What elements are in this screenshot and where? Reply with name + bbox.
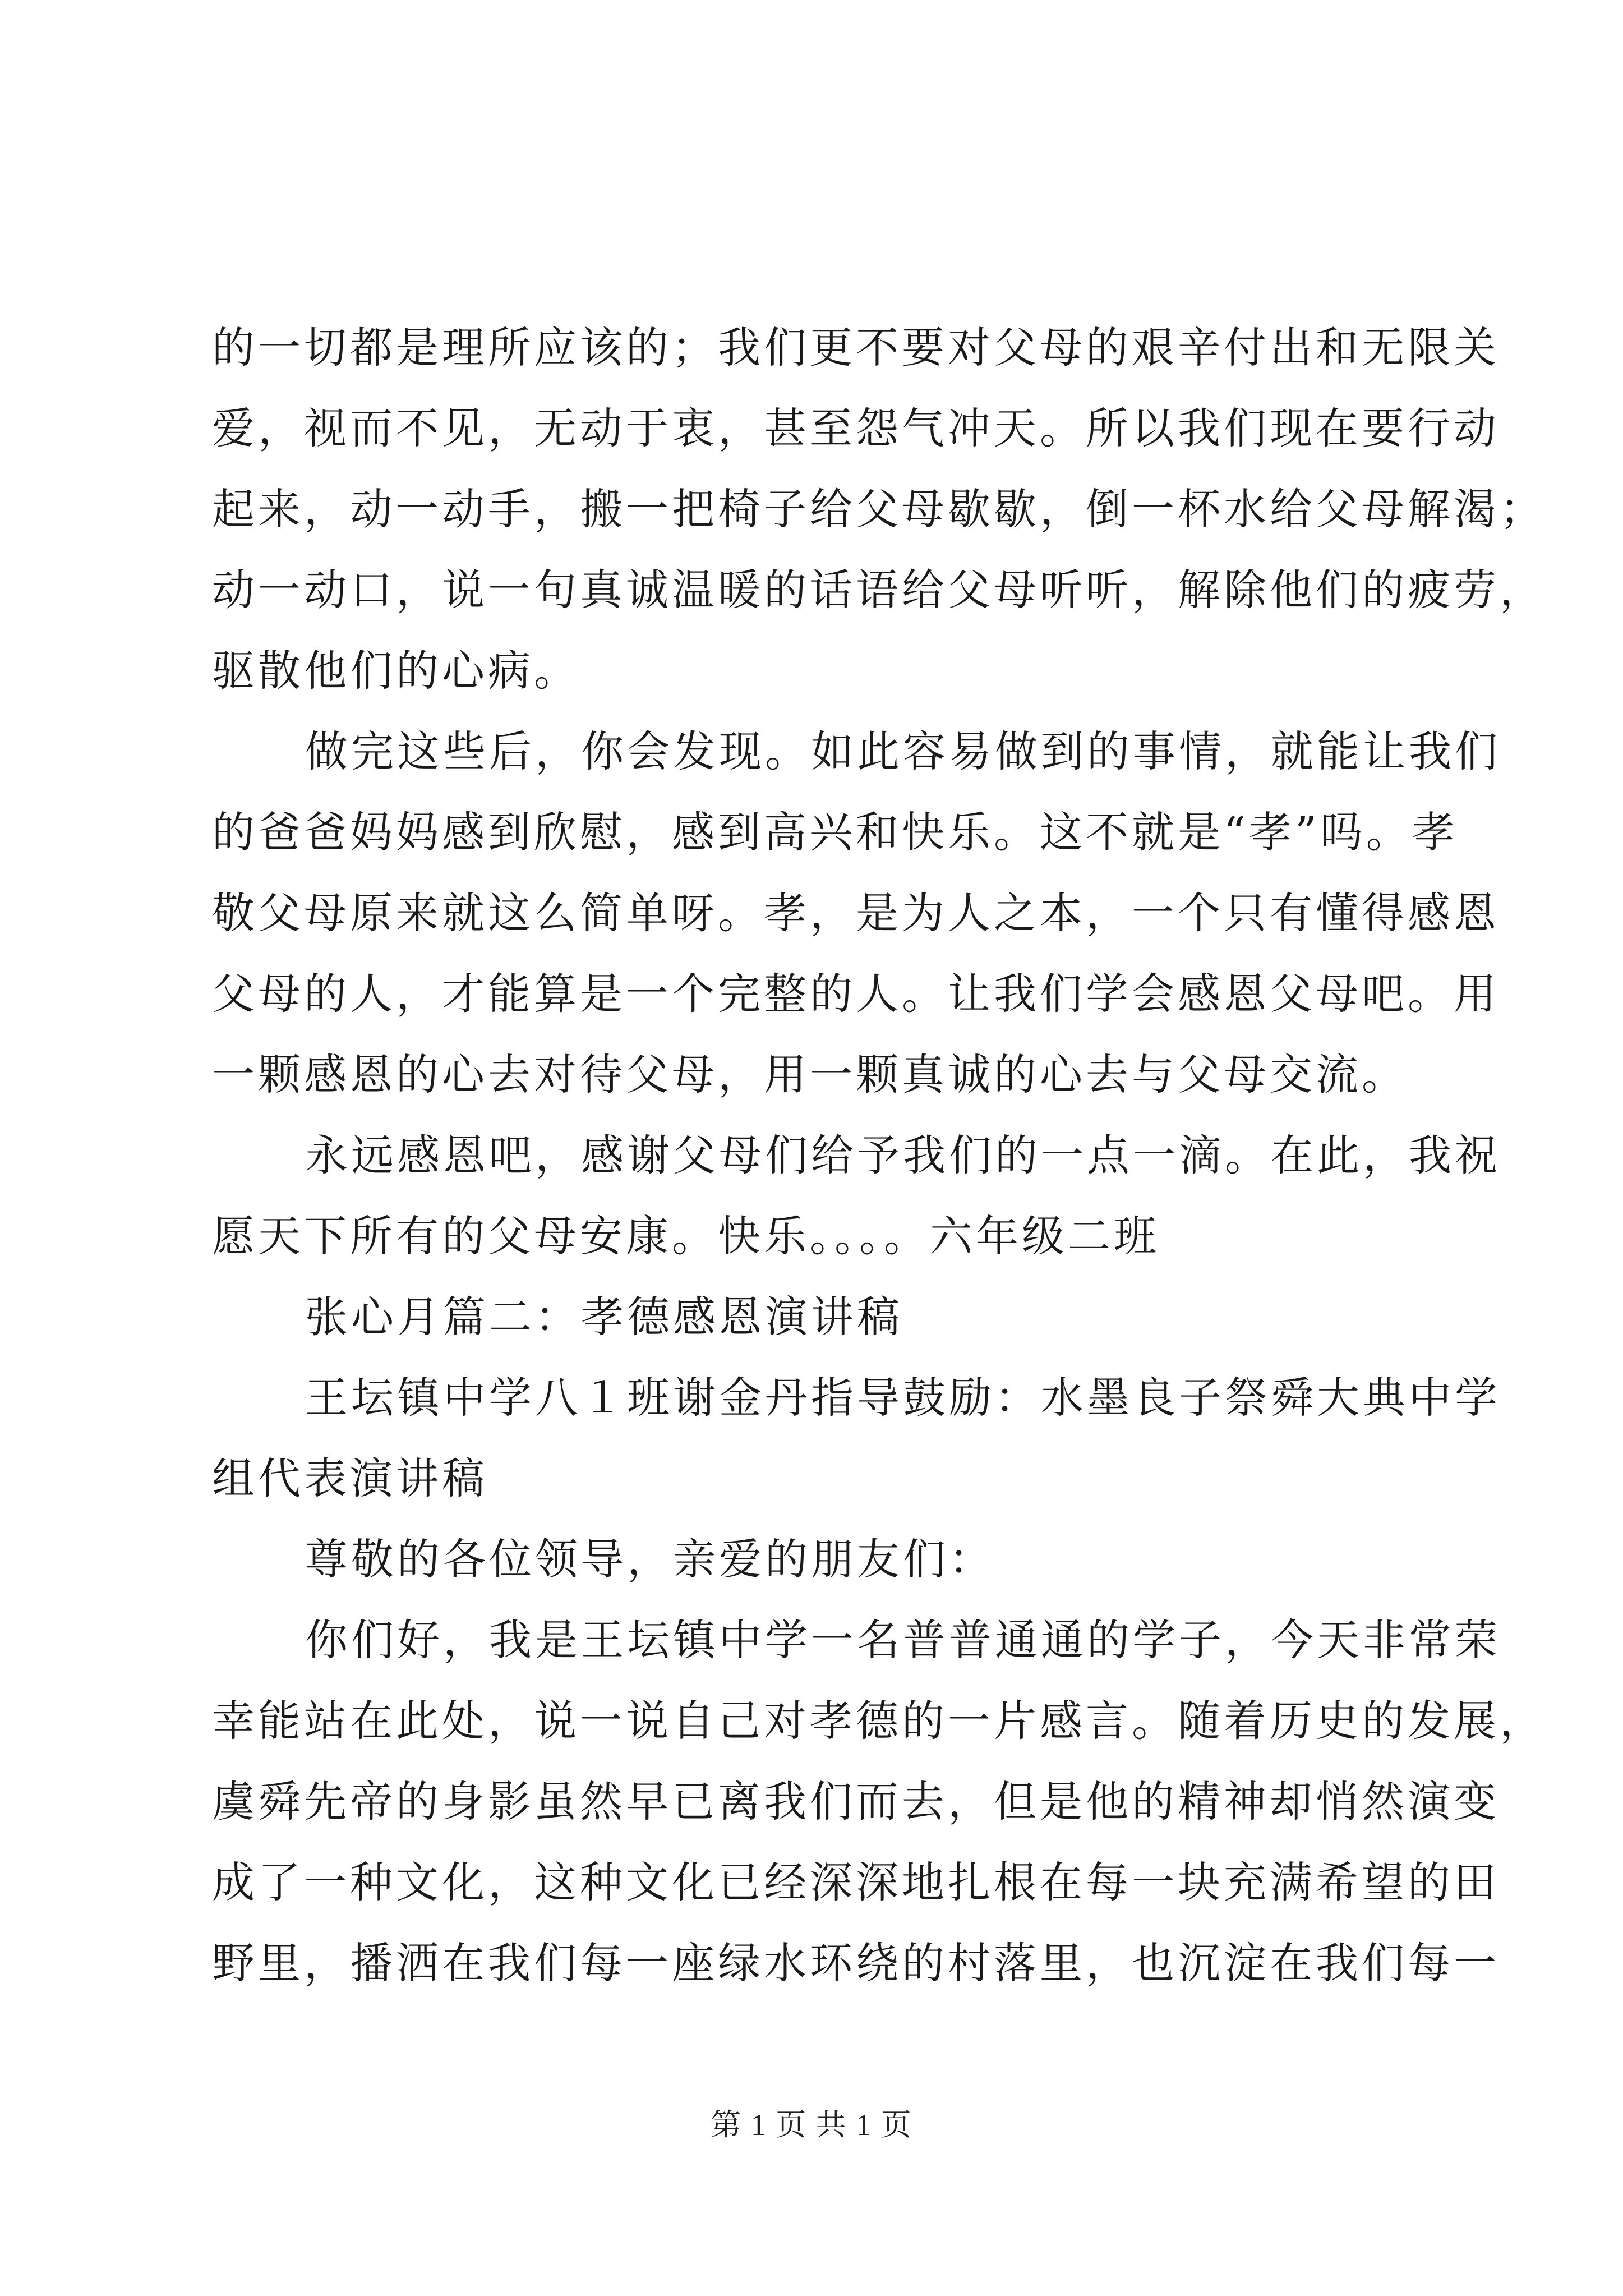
- text-line: 动一动口，说一句真诚温暖的话语给父母听听，解除他们的疲劳，: [212, 565, 1546, 615]
- page-number-footer: 第 1 页 共 1 页: [711, 2108, 912, 2142]
- text-line: 做完这些后，你会发现。如此容易做到的事情，就能让我们: [305, 726, 1501, 776]
- text-line: 一颗感恩的心去对待父母，用一颗真诚的心去与父母交流。: [212, 1050, 1408, 1099]
- text-line: 永远感恩吧，感谢父母们给予我们的一点一滴。在此，我祝: [305, 1130, 1501, 1180]
- text-line: 组代表演讲稿: [212, 1453, 488, 1503]
- body-text: [212, 307, 1546, 2004]
- salutation: 尊敬的各位领导，亲爱的朋友们：: [305, 1534, 995, 1584]
- text-line: 成了一种文化，这种文化已经深深地扎根在每一块充满希望的田: [212, 1857, 1500, 1907]
- text-line: 敬父母原来就这么简单呀。孝，是为人之本，一个只有懂得感恩: [212, 888, 1500, 938]
- text-line: 爱，视而不见，无动于衷，甚至怨气冲天。所以我们现在要行动: [212, 403, 1500, 453]
- text-line: 你们好，我是王坛镇中学一名普普通通的学子，今天非常荣: [305, 1615, 1501, 1665]
- section-heading: 张心月篇二：孝德感恩演讲稿: [305, 1292, 903, 1342]
- text-line: 起来，动一动手，搬一把椅子给父母歇歇，倒一杯水给父母解渴；: [212, 484, 1546, 534]
- text-line: 的一切都是理所应该的；我们更不要对父母的艰辛付出和无限关: [212, 323, 1500, 372]
- text-line: 的爸爸妈妈感到欣慰，感到高兴和快乐。这不就是“孝”吗。孝: [212, 807, 1458, 857]
- text-line: 驱散他们的心病。: [212, 646, 580, 696]
- text-line: 幸能站在此处，说一说自己对孝德的一片感言。随着历史的发展，: [212, 1696, 1546, 1746]
- text-line: 王坛镇中学八１班谢金丹指导鼓励：水墨良子祭舜大典中学: [305, 1373, 1501, 1423]
- text-line: 愿天下所有的父母安康。快乐。。。。六年级二班: [212, 1211, 1160, 1261]
- text-line: 野里，播洒在我们每一座绿水环绕的村落里，也沉淀在我们每一: [212, 1938, 1500, 1988]
- text-line: 父母的人，才能算是一个完整的人。让我们学会感恩父母吧。用: [212, 969, 1500, 1019]
- text-line: 虞舜先帝的身影虽然早已离我们而去，但是他的精神却悄然演变: [212, 1777, 1500, 1826]
